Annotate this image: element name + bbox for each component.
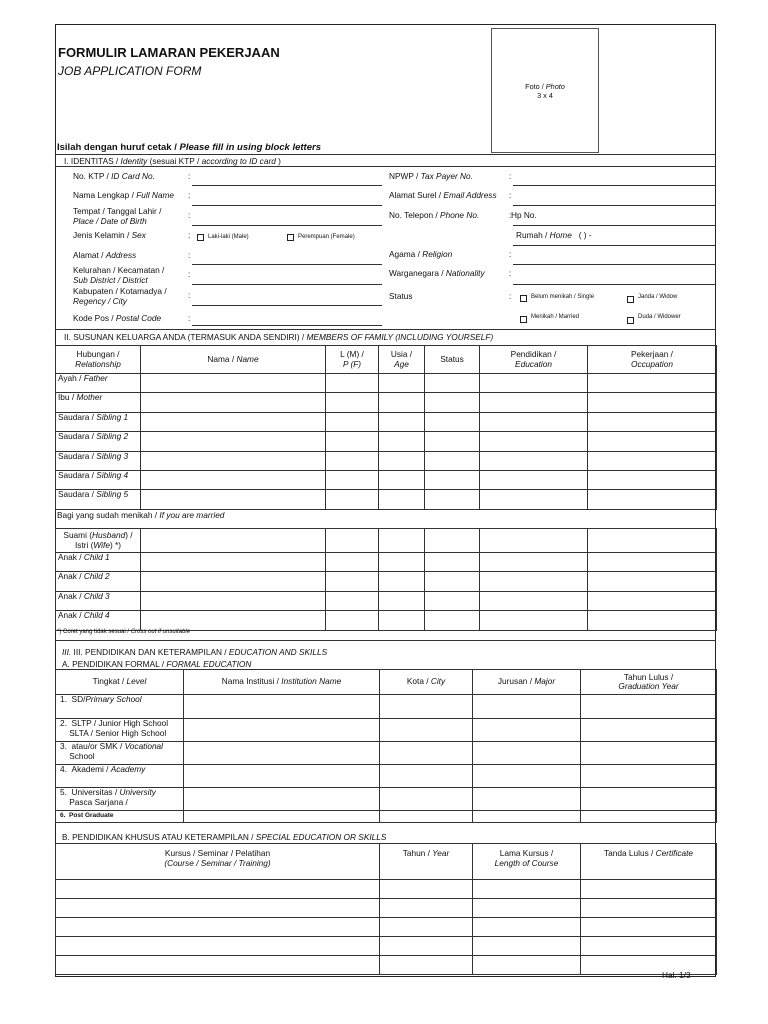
- table-row: [56, 765, 717, 788]
- sex-female-label: Perempuan (Female): [298, 234, 355, 240]
- education-cell[interactable]: [184, 765, 380, 788]
- skills-cell[interactable]: [380, 956, 473, 975]
- skills-cell[interactable]: [56, 880, 380, 899]
- status-widower-checkbox[interactable]: [627, 317, 634, 324]
- family-cell[interactable]: [588, 412, 717, 431]
- family-relation: Saudara / Sibling 4: [56, 470, 141, 489]
- skills-cell[interactable]: [56, 918, 380, 937]
- family-cell[interactable]: [326, 451, 379, 470]
- education-cell[interactable]: [184, 788, 380, 811]
- status-widow-checkbox[interactable]: [627, 296, 634, 303]
- education-cell[interactable]: [581, 765, 717, 788]
- page-number: Hal. 1/3: [662, 970, 691, 980]
- family-cell[interactable]: [480, 591, 588, 610]
- family-cell[interactable]: [425, 393, 480, 412]
- family-cell[interactable]: [425, 490, 480, 509]
- skills-cell[interactable]: [473, 899, 581, 918]
- family-cell[interactable]: [326, 470, 379, 489]
- skills-header-3: Tanda Lulus / Certificate: [581, 844, 717, 880]
- education-level: 1. SD/Primary School: [56, 695, 184, 719]
- home-phone-label: Rumah / Home ( ) -: [516, 230, 592, 240]
- table-row: [56, 490, 717, 509]
- spouse-children-table: [55, 528, 717, 631]
- skills-cell[interactable]: [581, 937, 717, 956]
- identity-colon: :: [188, 313, 191, 323]
- family-cell[interactable]: [141, 451, 326, 470]
- family-cell[interactable]: [379, 529, 425, 553]
- education-cell[interactable]: [581, 742, 717, 765]
- family-cell[interactable]: [425, 611, 480, 630]
- formal-education-title: A. PENDIDIKAN FORMAL / FORMAL EDUCATION: [62, 659, 252, 669]
- family-cell[interactable]: [326, 393, 379, 412]
- family-cell[interactable]: [480, 374, 588, 393]
- family-cell[interactable]: [379, 611, 425, 630]
- skills-cell[interactable]: [380, 918, 473, 937]
- family-cell[interactable]: [141, 432, 326, 451]
- table-row: [56, 572, 717, 591]
- hp-label: Hp No.: [511, 210, 537, 220]
- identity-right-input-1[interactable]: [513, 205, 716, 206]
- family-cell[interactable]: [379, 490, 425, 509]
- family-header-0: Hubungan / Relationship: [56, 346, 141, 374]
- form-subtitle: JOB APPLICATION FORM: [58, 64, 202, 78]
- sex-male-checkbox[interactable]: [197, 234, 204, 241]
- identity-label-4: Alamat / Address: [73, 250, 137, 260]
- identity-right-input-0[interactable]: [513, 185, 716, 186]
- table-row: [56, 918, 717, 937]
- status-single-label: Belum menikah / Single: [531, 294, 595, 300]
- table-row: [56, 393, 717, 412]
- family-cell[interactable]: [141, 412, 326, 431]
- education-cell[interactable]: [473, 695, 581, 719]
- family-cell[interactable]: [379, 432, 425, 451]
- identity-input-7[interactable]: [192, 325, 382, 326]
- identity-label-3: Jenis Kelamin / Sex: [73, 230, 146, 240]
- skills-header-2: Lama Kursus / Length of Course: [473, 844, 581, 880]
- family-cell[interactable]: [588, 553, 717, 572]
- family-cell[interactable]: [141, 572, 326, 591]
- status-widower-label: Duda / Widower: [638, 314, 681, 320]
- identity-colon: :: [509, 190, 512, 200]
- identity-right-label-5: Status: [389, 291, 413, 301]
- skills-table: [55, 843, 717, 975]
- skills-cell[interactable]: [380, 937, 473, 956]
- family-cell[interactable]: [379, 470, 425, 489]
- table-row: [56, 470, 717, 489]
- family-relation: Saudara / Sibling 1: [56, 412, 141, 431]
- family-cell[interactable]: [480, 611, 588, 630]
- education-cell[interactable]: [473, 765, 581, 788]
- family-cell[interactable]: [588, 611, 717, 630]
- family-cell[interactable]: [588, 572, 717, 591]
- family-cell[interactable]: [425, 470, 480, 489]
- family-cell[interactable]: [425, 412, 480, 431]
- status-single-checkbox[interactable]: [520, 295, 527, 302]
- family-cell[interactable]: [326, 374, 379, 393]
- family-cell[interactable]: [480, 451, 588, 470]
- instruction: Isilah dengan huruf cetak / Please fill in using block letters: [57, 142, 321, 153]
- identity-input-4[interactable]: [192, 264, 382, 265]
- skills-cell[interactable]: [581, 956, 717, 975]
- family-cell[interactable]: [141, 470, 326, 489]
- education-level: 2. SLTP / Junior High School SLTA / Senior High School: [56, 719, 184, 742]
- special-education-title: B. PENDIDIKAN KHUSUS ATAU KETERAMPILAN / SPECIAL EDUCATION OR SKILLS: [62, 832, 387, 842]
- table-row: [56, 937, 717, 956]
- skills-cell[interactable]: [380, 899, 473, 918]
- table-row: [56, 742, 717, 765]
- identity-colon: :: [509, 171, 512, 181]
- family-table: [55, 345, 717, 510]
- family-cell[interactable]: [326, 591, 379, 610]
- family-cell[interactable]: [141, 490, 326, 509]
- status-married-checkbox[interactable]: [520, 316, 527, 323]
- identity-label-1: Nama Lengkap / Full Name: [73, 190, 174, 200]
- identity-colon: :: [188, 210, 191, 220]
- table-row: [56, 529, 717, 553]
- education-header-2: Kota / City: [380, 670, 473, 695]
- section3-title: III. III. PENDIDIKAN DAN KETERAMPILAN / EDUCATION AND SKILLS: [62, 647, 328, 657]
- education-cell[interactable]: [473, 811, 581, 823]
- family-cell[interactable]: [326, 529, 379, 553]
- identity-colon: :: [509, 291, 512, 301]
- skills-header-1: Tahun / Year: [380, 844, 473, 880]
- family-relation: Ibu / Mother: [56, 393, 141, 412]
- skills-cell[interactable]: [581, 899, 717, 918]
- family-cell[interactable]: [425, 553, 480, 572]
- family-cell[interactable]: [425, 572, 480, 591]
- identity-colon: :: [188, 190, 191, 200]
- family-cell[interactable]: [588, 529, 717, 553]
- child-label: Anak / Child 2: [56, 572, 141, 591]
- footnote: *) Coret yang tidak sesuai / Cross out if unsuitable: [57, 629, 191, 635]
- family-cell[interactable]: [326, 572, 379, 591]
- identity-colon: :: [509, 210, 512, 220]
- family-cell[interactable]: [379, 412, 425, 431]
- home-phone-input[interactable]: [513, 245, 716, 246]
- table-row: [56, 432, 717, 451]
- table-row: [56, 788, 717, 811]
- identity-input-6[interactable]: [192, 305, 382, 306]
- skills-cell[interactable]: [581, 918, 717, 937]
- identity-colon: :: [509, 249, 512, 259]
- skills-cell[interactable]: [380, 880, 473, 899]
- education-header-3: Jurusan / Major: [473, 670, 581, 695]
- section2-title: II. SUSUNAN KELUARGA ANDA (TERMASUK ANDA SENDIRI) / MEMBERS OF FAMILY (INCLUDING YOURSELF): [64, 332, 494, 342]
- family-cell[interactable]: [588, 470, 717, 489]
- table-row: [56, 553, 717, 572]
- education-cell[interactable]: [581, 695, 717, 719]
- education-cell[interactable]: [380, 742, 473, 765]
- family-cell[interactable]: [141, 529, 326, 553]
- identity-label-5: Kelurahan / Kecamatan / Sub District / District: [73, 265, 165, 285]
- child-label: Anak / Child 3: [56, 591, 141, 610]
- photo-box[interactable]: [491, 28, 599, 153]
- identity-right-label-0: NPWP / Tax Payer No.: [389, 171, 473, 181]
- identity-label-7: Kode Pos / Postal Code: [73, 313, 162, 323]
- family-header-2: L (M) / P (F): [326, 346, 379, 374]
- skills-cell[interactable]: [56, 956, 380, 975]
- status-widow-label: Janda / Widow: [638, 294, 678, 300]
- family-cell[interactable]: [480, 432, 588, 451]
- family-cell[interactable]: [379, 451, 425, 470]
- education-cell[interactable]: [184, 695, 380, 719]
- identity-label-0: No. KTP / ID Card No.: [73, 171, 155, 181]
- family-cell[interactable]: [480, 393, 588, 412]
- family-cell[interactable]: [326, 611, 379, 630]
- education-cell[interactable]: [581, 811, 717, 823]
- identity-right-input-4[interactable]: [513, 284, 716, 285]
- family-cell[interactable]: [588, 393, 717, 412]
- family-cell[interactable]: [588, 432, 717, 451]
- family-cell[interactable]: [379, 591, 425, 610]
- education-table: [55, 669, 717, 823]
- education-level: 3. atau/or SMK / Vocational School: [56, 742, 184, 765]
- family-cell[interactable]: [425, 451, 480, 470]
- identity-colon: :: [188, 171, 191, 181]
- table-row: [56, 374, 717, 393]
- family-cell[interactable]: [141, 553, 326, 572]
- family-relation: Ayah / Father: [56, 374, 141, 393]
- child-label: Anak / Child 4: [56, 611, 141, 630]
- family-header-3: Usia / Age: [379, 346, 425, 374]
- child-label: Anak / Child 1: [56, 553, 141, 572]
- table-row: [56, 880, 717, 899]
- photo-size: 3 x 4: [537, 91, 553, 100]
- table-row: [56, 412, 717, 431]
- family-cell[interactable]: [326, 553, 379, 572]
- education-cell[interactable]: [473, 719, 581, 742]
- family-cell[interactable]: [588, 490, 717, 509]
- table-row: [56, 591, 717, 610]
- education-level: 5. Universitas / University Pasca Sarjana /: [56, 788, 184, 811]
- sex-female-checkbox[interactable]: [287, 234, 294, 241]
- family-header-4: Status: [425, 346, 480, 374]
- family-cell[interactable]: [141, 393, 326, 412]
- education-cell[interactable]: [184, 719, 380, 742]
- skills-header-0: Kursus / Seminar / Pelatihan (Course / Seminar / Training): [56, 844, 380, 880]
- table-row: [56, 956, 717, 975]
- table-row: [56, 695, 717, 719]
- identity-input-0[interactable]: [192, 185, 382, 186]
- identity-label-6: Kabupaten / Kotamadya / Regency / City: [73, 286, 167, 306]
- form-title: FORMULIR LAMARAN PEKERJAAN: [58, 45, 280, 60]
- identity-label-2: Tempat / Tanggal Lahir / Place / Date of Birth: [73, 206, 162, 226]
- education-cell[interactable]: [184, 742, 380, 765]
- family-cell[interactable]: [379, 393, 425, 412]
- identity-right-label-1: Alamat Surel / Email Address: [389, 190, 497, 200]
- family-cell[interactable]: [480, 470, 588, 489]
- family-cell[interactable]: [326, 432, 379, 451]
- education-cell[interactable]: [380, 719, 473, 742]
- skills-cell[interactable]: [473, 918, 581, 937]
- education-header-0: Tingkat / Level: [56, 670, 184, 695]
- family-cell[interactable]: [379, 374, 425, 393]
- education-cell[interactable]: [473, 742, 581, 765]
- identity-right-input-2[interactable]: [513, 225, 716, 226]
- education-cell[interactable]: [380, 788, 473, 811]
- education-cell[interactable]: [380, 765, 473, 788]
- education-cell[interactable]: [184, 811, 380, 823]
- identity-colon: :: [188, 290, 191, 300]
- skills-cell[interactable]: [581, 880, 717, 899]
- education-header-1: Nama Institusi / Institution Name: [184, 670, 380, 695]
- family-cell[interactable]: [425, 432, 480, 451]
- spouse-label: Suami (Husband) / Istri (Wife) *): [56, 529, 141, 553]
- table-row: [56, 451, 717, 470]
- education-cell[interactable]: [581, 788, 717, 811]
- family-cell[interactable]: [425, 529, 480, 553]
- identity-colon: :: [188, 230, 191, 240]
- family-header-1: Nama / Name: [141, 346, 326, 374]
- photo-label: Foto / Photo: [525, 82, 565, 91]
- family-cell[interactable]: [379, 572, 425, 591]
- family-cell[interactable]: [480, 412, 588, 431]
- family-cell[interactable]: [141, 591, 326, 610]
- family-cell[interactable]: [425, 591, 480, 610]
- skills-cell[interactable]: [473, 937, 581, 956]
- family-relation: Saudara / Sibling 2: [56, 432, 141, 451]
- education-level: 6. Post Graduate: [56, 811, 184, 823]
- family-relation: Saudara / Sibling 5: [56, 490, 141, 509]
- identity-colon: :: [509, 268, 512, 278]
- table-row: [56, 719, 717, 742]
- skills-cell[interactable]: [473, 956, 581, 975]
- identity-right-label-4: Warganegara / Nationality: [389, 268, 485, 278]
- skills-cell[interactable]: [473, 880, 581, 899]
- sex-male-label: Laki-laki (Male): [208, 234, 249, 240]
- identity-right-label-3: Agama / Religion: [389, 249, 453, 259]
- family-relation: Saudara / Sibling 3: [56, 451, 141, 470]
- identity-colon: :: [188, 269, 191, 279]
- family-cell[interactable]: [588, 451, 717, 470]
- family-cell[interactable]: [480, 572, 588, 591]
- identity-colon: :: [188, 250, 191, 260]
- family-cell[interactable]: [141, 374, 326, 393]
- education-level: 4. Akademi / Academy: [56, 765, 184, 788]
- education-cell[interactable]: [380, 811, 473, 823]
- table-row: [56, 811, 717, 823]
- identity-right-input-3[interactable]: [513, 264, 716, 265]
- family-cell[interactable]: [588, 374, 717, 393]
- skills-cell[interactable]: [56, 937, 380, 956]
- family-cell[interactable]: [480, 553, 588, 572]
- family-cell[interactable]: [326, 412, 379, 431]
- table-row: [56, 899, 717, 918]
- education-cell[interactable]: [380, 695, 473, 719]
- family-cell[interactable]: [326, 490, 379, 509]
- identity-right-label-2: No. Telepon / Phone No.: [389, 210, 480, 220]
- education-header-4: Tahun Lulus / Graduation Year: [581, 670, 717, 695]
- education-cell[interactable]: [473, 788, 581, 811]
- identity-input-1[interactable]: [192, 205, 382, 206]
- identity-input-5[interactable]: [192, 284, 382, 285]
- identity-input-2[interactable]: [192, 225, 382, 226]
- section1-title: I. IDENTITAS / Identity (sesuai KTP / according to ID card ): [64, 156, 281, 166]
- education-cell[interactable]: [581, 719, 717, 742]
- family-header-6: Pekerjaan / Occupation: [588, 346, 717, 374]
- status-married-label: Menikah / Married: [531, 314, 580, 320]
- family-header-5: Pendidikan / Education: [480, 346, 588, 374]
- family-cell[interactable]: [379, 553, 425, 572]
- family-cell[interactable]: [588, 591, 717, 610]
- family-cell[interactable]: [480, 490, 588, 509]
- family-cell[interactable]: [425, 374, 480, 393]
- family-cell[interactable]: [480, 529, 588, 553]
- married-note: Bagi yang sudah menikah / If you are married: [57, 510, 225, 520]
- skills-cell[interactable]: [56, 899, 380, 918]
